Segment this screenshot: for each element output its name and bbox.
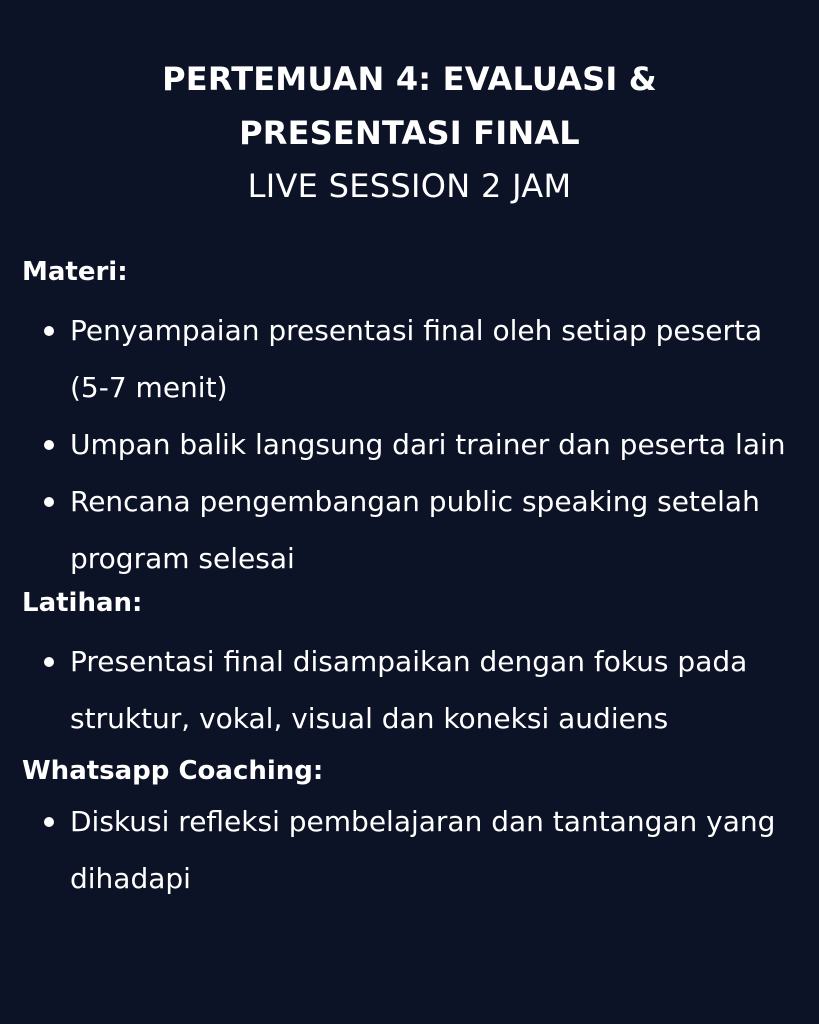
list-item — [22, 416, 802, 473]
list-item-text: Presentasi final disampaikan dengan fokus pada struktur, vokal, visual dan koneksi audiens — [70, 645, 748, 735]
header — [0, 52, 819, 212]
title-line-2: PRESENTASI FINAL — [239, 114, 580, 152]
list-item — [22, 793, 802, 907]
subtitle: LIVE SESSION 2 JAM — [247, 167, 572, 205]
bullet-icon — [44, 440, 54, 450]
bullet-icon — [44, 326, 54, 336]
bullet-list — [22, 793, 802, 907]
content — [22, 252, 802, 907]
bullet-icon — [44, 657, 54, 667]
title-line-1: PERTEMUAN 4: EVALUASI & — [162, 60, 657, 98]
list-item-text: Rencana pengembangan public speaking setelah program selesai — [70, 485, 760, 575]
bullet-list — [22, 633, 802, 747]
bullet-icon — [44, 497, 54, 507]
list-item — [22, 633, 802, 747]
bullet-icon — [44, 817, 54, 827]
list-item-text: Diskusi refleksi pembelajaran dan tantangan yang dihadapi — [70, 805, 776, 895]
list-item-text: Umpan balik langsung dari trainer dan peserta lain — [70, 428, 786, 461]
bullet-list — [22, 302, 802, 587]
section-heading: Whatsapp Coaching: — [22, 756, 324, 786]
list-item — [22, 473, 802, 587]
section-latihan — [22, 583, 802, 747]
section-heading: Latihan: — [22, 588, 143, 618]
section-whatsapp-coaching — [22, 751, 802, 907]
list-item — [22, 302, 802, 416]
section-heading: Materi: — [22, 257, 128, 287]
section-materi — [22, 252, 802, 587]
list-item-text: Penyampaian presentasi final oleh setiap peserta (5-7 menit) — [70, 314, 763, 404]
